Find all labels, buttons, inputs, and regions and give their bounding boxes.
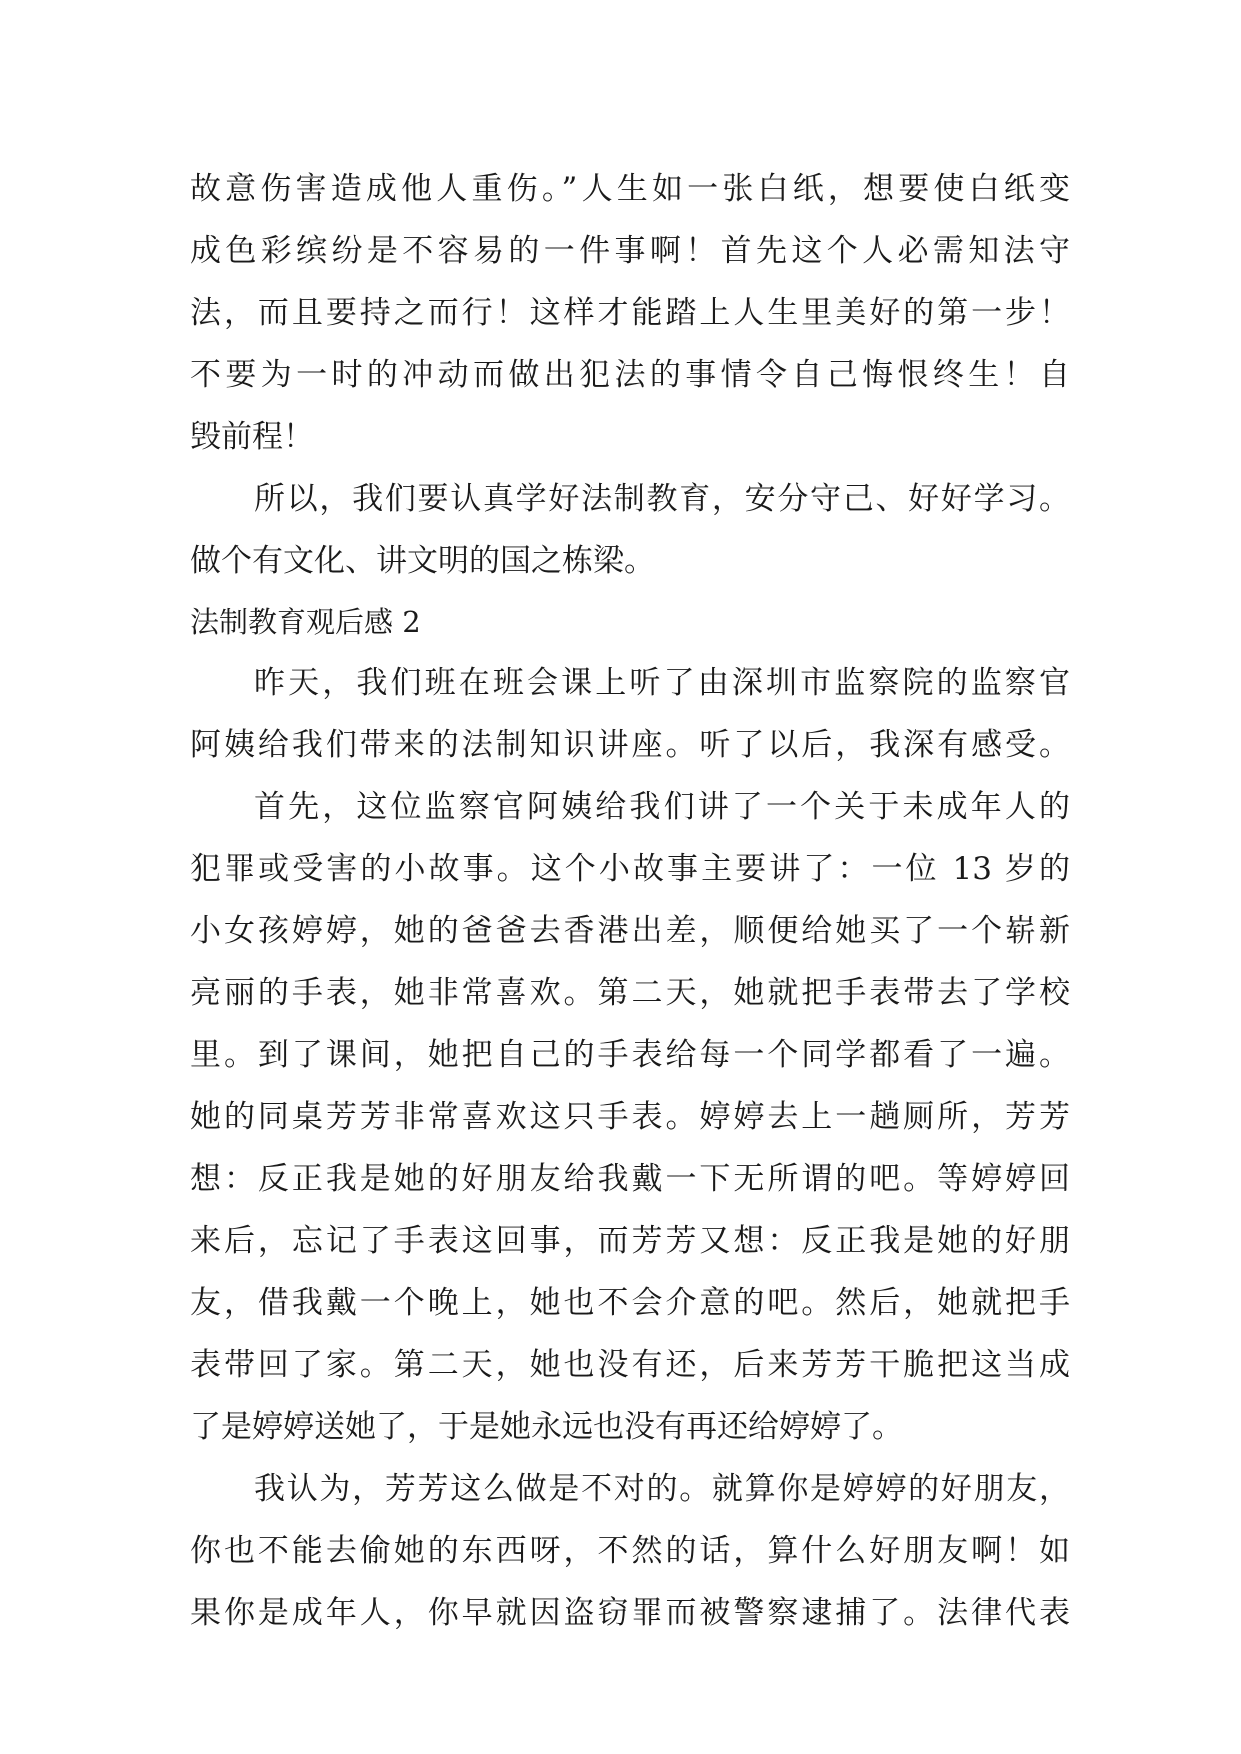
paragraph-4 — [190, 776, 1070, 1458]
text-line: 犯罪或受害的小故事。这个小故事主要讲了：一位 13 岁的 — [190, 851, 1070, 887]
paragraph-5 — [190, 1458, 1070, 1644]
text-line: 友，借我戴一个晚上，她也不会介意的吧。然后，她就把手 — [190, 1285, 1070, 1321]
text-line: 所以，我们要认真学好法制教育，安分守己、好好学习。 — [254, 481, 1070, 517]
paragraph-2 — [190, 468, 1070, 592]
text-line: 想：反正我是她的好朋友给我戴一下无所谓的吧。等婷婷回 — [190, 1161, 1070, 1197]
text-line: 表带回了家。第二天，她也没有还，后来芳芳干脆把这当成 — [190, 1347, 1070, 1383]
text-line: 不要为一时的冲动而做出犯法的事情令自己悔恨终生！自 — [190, 357, 1070, 393]
text-line: 成色彩缤纷是不容易的一件事啊！首先这个人必需知法守 — [190, 233, 1070, 269]
text-line: 阿姨给我们带来的法制知识讲座。听了以后，我深有感受。 — [190, 727, 1070, 763]
text-line: 她的同桌芳芳非常喜欢这只手表。婷婷去上一趟厕所，芳芳 — [190, 1099, 1070, 1135]
section-title: 法制教育观后感 2 — [190, 605, 421, 639]
text-line: 你也不能去偷她的东西呀，不然的话，算什么好朋友啊！如 — [190, 1533, 1070, 1569]
paragraph-1 — [190, 158, 1070, 468]
text-line: 毁前程！ — [190, 419, 314, 455]
text-line: 故意伤害造成他人重伤。”人生如一张白纸，想要使白纸变 — [190, 171, 1070, 207]
document-body — [190, 158, 1070, 1644]
text-line: 昨天，我们班在班会课上听了由深圳市监察院的监察官 — [254, 665, 1070, 701]
text-line: 来后，忘记了手表这回事，而芳芳又想：反正我是她的好朋 — [190, 1223, 1070, 1259]
paragraph-3 — [190, 652, 1070, 776]
text-line: 果你是成年人，你早就因盗窃罪而被警察逮捕了。法律代表 — [190, 1595, 1070, 1631]
text-line: 首先，这位监察官阿姨给我们讲了一个关于未成年人的 — [254, 789, 1070, 825]
text-line: 小女孩婷婷，她的爸爸去香港出差，顺便给她买了一个崭新 — [190, 913, 1070, 949]
text-line: 我认为，芳芳这么做是不对的。就算你是婷婷的好朋友， — [254, 1471, 1070, 1507]
text-line: 了是婷婷送她了，于是她永远也没有再还给婷婷了。 — [190, 1409, 903, 1445]
text-line: 做个有文化、讲文明的国之栋梁。 — [190, 543, 655, 579]
text-line: 法，而且要持之而行！这样才能踏上人生里美好的第一步！ — [190, 295, 1070, 331]
text-line: 里。到了课间，她把自己的手表给每一个同学都看了一遍。 — [190, 1037, 1070, 1073]
text-line: 亮丽的手表，她非常喜欢。第二天，她就把手表带去了学校 — [190, 975, 1070, 1011]
